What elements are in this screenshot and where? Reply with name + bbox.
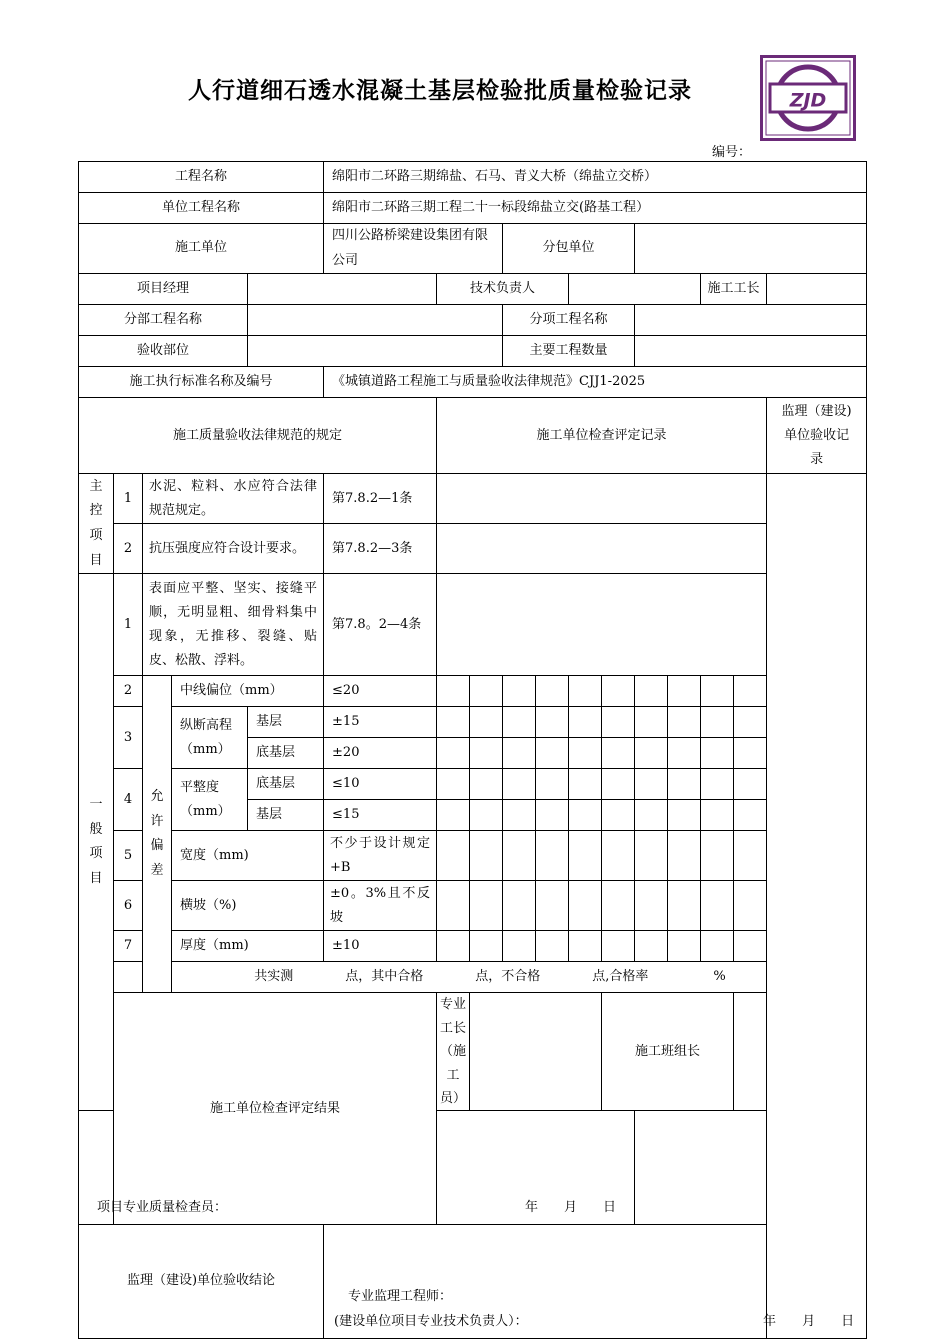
supervisor-record-header: 监理（建设) 单位验收记 录: [767, 398, 867, 474]
measure-cell: [668, 831, 701, 881]
main-control-row-2: [79, 524, 867, 574]
project-name-value: 绵阳市二环路三期绵盐、石马、青义大桥（绵盐立交桥）: [324, 162, 867, 193]
tolerance-value: ±0。3%且不反坡: [324, 881, 437, 931]
measure-cell: [734, 831, 767, 881]
foreman-label: 施工工长: [701, 274, 767, 305]
measure-cell: [701, 831, 734, 881]
item-number: 7: [114, 931, 143, 962]
column-header-row: [79, 398, 867, 474]
requirement-text: 抗压强度应符合设计要求。: [143, 524, 324, 574]
clause-reference: 第7.8.2—3条: [324, 524, 437, 574]
spec-header: 施工质量验收法律规范的规定: [79, 398, 437, 474]
general-group-label: 一 般 项 目: [79, 574, 114, 1111]
tolerance-sub-item: 底基层: [248, 738, 324, 769]
measure-cell: [437, 676, 470, 707]
requirement-text: 水泥、粒料、水应符合法律规范规定。: [143, 474, 324, 524]
measure-cell: [635, 738, 668, 769]
item-number: 1: [114, 574, 143, 676]
measure-cell: [503, 931, 536, 962]
measure-cell: [701, 707, 734, 738]
measure-cell: [503, 676, 536, 707]
measure-cell: [602, 881, 635, 931]
tolerance-item-name: 横坡（%): [172, 881, 324, 931]
measure-cell: [668, 881, 701, 931]
item-number: 2: [114, 676, 143, 707]
measure-cell: [602, 931, 635, 962]
measure-cell: [569, 800, 602, 831]
clause-reference: 第7.8.2—1条: [324, 474, 437, 524]
measure-cell: [635, 769, 668, 800]
measure-cell: [437, 831, 470, 881]
subcontractor-value: [635, 224, 867, 274]
main-control-group-label: 主 控 项 目: [79, 474, 114, 574]
measure-cell: [734, 676, 767, 707]
measure-cell: [503, 738, 536, 769]
acceptance-part-value: [248, 336, 503, 367]
team-leader-value: [734, 993, 867, 1111]
tolerance-value: 不少于设计规定+B: [324, 831, 437, 881]
measure-cell: [503, 831, 536, 881]
measure-cell: [701, 800, 734, 831]
tolerance-value: ≤15: [324, 800, 437, 831]
measure-cell: [536, 800, 569, 831]
supervisor-result-row: [79, 1225, 867, 1339]
measure-cell: [602, 769, 635, 800]
measurement-summary: 共实测 点，其中合格 点，不合格 点,合格率 %: [114, 962, 867, 993]
main-control-row-1: [79, 474, 867, 524]
measure-cell: [635, 800, 668, 831]
supervising-engineer-label: 专业监理工程师：: [348, 1288, 453, 1304]
requirement-text: 表面应平整、坚实、接缝平顺，无明显粗、细骨料集中现象，无推移、裂缝、贴皮、松散、浮料。: [143, 574, 324, 676]
measure-cell: [701, 738, 734, 769]
general-row-1: [79, 574, 867, 676]
item-number: 3: [114, 707, 143, 769]
contractor-row: [79, 224, 867, 274]
project-name-label: 工程名称: [79, 162, 324, 193]
measure-cell: [470, 931, 503, 962]
page-title: 人行道细石透水混凝土基层检验批质量检验记录: [188, 78, 692, 104]
standard-label: 施工执行标准名称及编号: [79, 367, 324, 398]
measure-cell: [668, 676, 701, 707]
measure-cell: [536, 738, 569, 769]
division-row: [79, 305, 867, 336]
tolerance-item-name: 平整度（mm）: [172, 769, 248, 831]
tolerance-sub-item: 底基层: [248, 769, 324, 800]
measure-cell: [569, 707, 602, 738]
project-manager-value: [248, 274, 437, 305]
tolerance-row-thickness: [79, 931, 867, 962]
contractor-result-label: 施工单位检查评定结果: [114, 993, 437, 1225]
tolerance-value: ±10: [324, 931, 437, 962]
svg-text:ZJD: ZJD: [789, 89, 827, 112]
measure-cell: [701, 676, 734, 707]
measure-cell: [470, 738, 503, 769]
acceptance-part-row: [79, 336, 867, 367]
measure-cell: [701, 881, 734, 931]
unit-project-label: 单位工程名称: [79, 193, 324, 224]
measure-cell: [536, 881, 569, 931]
measure-cell: [437, 931, 470, 962]
measure-cell: [602, 676, 635, 707]
measure-cell: [701, 769, 734, 800]
measure-cell: [503, 769, 536, 800]
measure-cell: [470, 676, 503, 707]
measure-cell: [635, 707, 668, 738]
measure-cell: [701, 931, 734, 962]
subitem-value: [635, 305, 867, 336]
main-quantity-value: [635, 336, 867, 367]
tolerance-sub-item: 基层: [248, 800, 324, 831]
measure-cell: [635, 676, 668, 707]
tolerance-value: ≤20: [324, 676, 437, 707]
specialist-foreman-value: [470, 993, 602, 1111]
tolerance-value: ±15: [324, 707, 437, 738]
measure-cell: [569, 831, 602, 881]
measure-cell: [536, 676, 569, 707]
clause-reference: 第7.8。2—4条: [324, 574, 437, 676]
acceptance-part-label: 验收部位: [79, 336, 248, 367]
measure-cell: [569, 769, 602, 800]
measure-cell: [503, 881, 536, 931]
measure-cell: [668, 738, 701, 769]
standard-row: [79, 367, 867, 398]
tolerance-row-elevation-a: [79, 707, 867, 738]
division-label: 分部工程名称: [79, 305, 248, 336]
measure-cell: [602, 738, 635, 769]
measure-cell: [569, 676, 602, 707]
measure-cell: [734, 931, 767, 962]
tolerance-item-name: 厚度（mm): [172, 931, 324, 962]
company-logo: [760, 55, 856, 141]
contractor-value: 四川公路桥梁建设集团有限公司: [324, 224, 503, 274]
item-number: 1: [114, 474, 143, 524]
measure-cell: [437, 881, 470, 931]
measure-cell: [734, 881, 767, 931]
tolerance-sub-item: 基层: [248, 707, 324, 738]
measure-cell: [569, 738, 602, 769]
tolerance-row-centerline: [79, 676, 867, 707]
measure-cell: [569, 881, 602, 931]
contractor-record-header: 施工单位检查评定记录: [437, 398, 767, 474]
measure-cell: [503, 707, 536, 738]
measure-cell: [668, 707, 701, 738]
tolerance-item-name: 中线偏位（mm）: [172, 676, 324, 707]
team-leader-label: 施工班组长: [602, 993, 734, 1111]
tolerance-item-name: 纵断高程（mm）: [172, 707, 248, 769]
measure-cell: [734, 800, 767, 831]
measure-cell: [602, 831, 635, 881]
contractor-label: 施工单位: [79, 224, 324, 274]
contractor-result-body-row: [79, 1111, 867, 1225]
contractor-result-cell: [79, 1111, 635, 1225]
measure-cell: [503, 800, 536, 831]
standard-value: 《城镇道路工程施工与质量验收法律规范》CJJ1-2025: [324, 367, 867, 398]
project-name-row: [79, 162, 867, 193]
measure-cell: [734, 738, 767, 769]
measure-cell: [602, 800, 635, 831]
measure-cell: [734, 707, 767, 738]
measure-cell: [734, 769, 767, 800]
item-number: 4: [114, 769, 143, 831]
supervisor-result-cell: [324, 1225, 867, 1339]
signature-date: 年 月 日: [524, 1199, 617, 1215]
measure-cell: [536, 769, 569, 800]
measure-cell: [536, 707, 569, 738]
owner-technical-lead-label: (建设单位项目专业技术负责人）：: [334, 1313, 528, 1329]
measure-cell: [536, 831, 569, 881]
measure-cell: [635, 831, 668, 881]
summary-row: [79, 962, 867, 993]
measure-cell: [635, 931, 668, 962]
manager-row: [79, 274, 867, 305]
measure-cell: [602, 707, 635, 738]
item-number: 2: [114, 524, 143, 574]
item-number: 6: [114, 881, 143, 931]
measure-cell: [437, 800, 470, 831]
specialist-foreman-label: 专业工长（施工员）: [437, 993, 470, 1111]
inspection-record-table: [78, 161, 867, 1339]
unit-project-value: 绵阳市二环路三期工程二十一标段绵盐立交(路基工程）: [324, 193, 867, 224]
foreman-value: [767, 274, 867, 305]
supervisor-record-cell: [767, 474, 867, 1339]
check-record-cell: [437, 524, 767, 574]
measure-cell: [470, 769, 503, 800]
contractor-result-signers-row: [79, 993, 867, 1111]
measure-cell: [668, 769, 701, 800]
measure-cell: [437, 707, 470, 738]
check-record-cell: [437, 574, 767, 676]
tolerance-row-width: [79, 831, 867, 881]
unit-project-row: [79, 193, 867, 224]
document-number-label: 编号：: [712, 145, 752, 160]
tolerance-group-label: 允 许 偏 差: [143, 676, 172, 993]
measure-cell: [437, 769, 470, 800]
project-manager-label: 项目经理: [79, 274, 248, 305]
subitem-label: 分项工程名称: [503, 305, 635, 336]
supervisor-result-label: 监理（建设)单位验收结论: [79, 1225, 324, 1339]
measure-cell: [635, 881, 668, 931]
measure-cell: [470, 831, 503, 881]
measure-cell: [536, 931, 569, 962]
tolerance-item-name: 宽度（mm): [172, 831, 324, 881]
measure-cell: [470, 707, 503, 738]
tech-lead-label: 技术负责人: [437, 274, 569, 305]
measure-cell: [569, 931, 602, 962]
division-value: [248, 305, 503, 336]
main-quantity-label: 主要工程数量: [503, 336, 635, 367]
item-number: 5: [114, 831, 143, 881]
signature-date: 年 月 日: [763, 1313, 855, 1329]
tolerance-row-flatness-a: [79, 769, 867, 800]
tolerance-row-cross-slope: [79, 881, 867, 931]
check-record-cell: [437, 474, 767, 524]
tolerance-value: ≤10: [324, 769, 437, 800]
measure-cell: [668, 931, 701, 962]
measure-cell: [437, 738, 470, 769]
measure-cell: [470, 800, 503, 831]
tech-lead-value: [569, 274, 701, 305]
quality-inspector-label: 项目专业质量检查员：: [97, 1199, 228, 1215]
measure-cell: [668, 800, 701, 831]
measure-cell: [470, 881, 503, 931]
subcontractor-label: 分包单位: [503, 224, 635, 274]
tolerance-value: ±20: [324, 738, 437, 769]
